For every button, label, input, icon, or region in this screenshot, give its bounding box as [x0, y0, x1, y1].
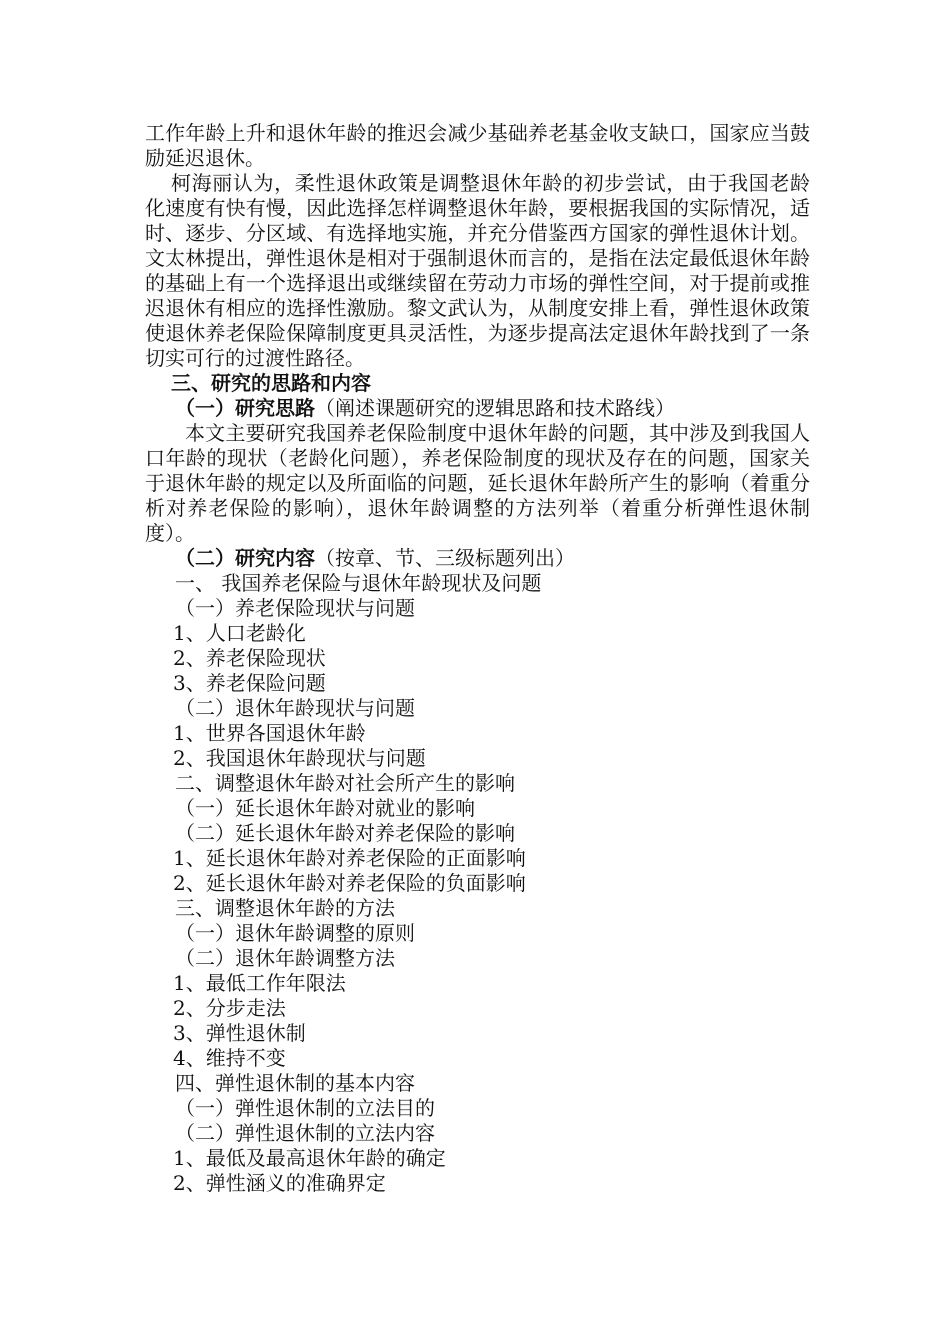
- subsection-note: （按章、节、三级标题列出）: [315, 546, 575, 570]
- outline-chapter: 一、 我国养老保险与退休年龄现状及问题: [175, 571, 542, 595]
- paragraph-literature-review: 柯海丽认为，柔性退休政策是调整退休年龄的初步尝试，由于我国老龄化速度有快有慢，因此选择怎样调整退休年龄，要根据我国的实际情况，适时、逐步、分区域、有选择地实施，并充分借鉴西方国家的弹性退休计划。文太林提出，弹性退休是相对于强制退休而言的，是指在法定最低退休年龄的基础上有一个选择退出或继续留在劳动力市场的弹性空间，对于提前或推迟退休有相应的选择性激励。黎文武认为，从制度安排上看，弹性退休政策使退休养老保险保障制度更具灵活性，为逐步提高法定退休年龄找到了一条切实可行的过渡性路径。: [145, 171, 810, 370]
- outline-section: （二）延长退休年龄对养老保险的影响: [175, 821, 515, 845]
- subsection-research-approach: [145, 396, 810, 421]
- outline-chapter: 二、调整退休年龄对社会所产生的影响: [175, 771, 515, 795]
- document-page: [145, 121, 810, 1196]
- outline-section: （二）退休年龄现状与问题: [175, 696, 415, 720]
- outline-chapter: 三、调整退休年龄的方法: [175, 896, 395, 920]
- outline-item: 2、分步走法: [173, 996, 286, 1020]
- outline-item: 1、最低及最高退休年龄的确定: [173, 1146, 446, 1170]
- outline-section: （一）退休年龄调整的原则: [175, 921, 415, 945]
- outline-item: 1、世界各国退休年龄: [173, 721, 366, 745]
- outline-item: 2、延长退休年龄对养老保险的负面影响: [173, 871, 526, 895]
- outline-section: （二）弹性退休制的立法内容: [175, 1121, 435, 1145]
- outline-section: （一）延长退休年龄对就业的影响: [175, 796, 475, 820]
- outline-section: （二）退休年龄调整方法: [175, 946, 395, 970]
- outline-item: 1、人口老龄化: [173, 621, 306, 645]
- subsection-title: （一）研究思路: [175, 396, 315, 420]
- subsection-note: （阐述课题研究的逻辑思路和技术路线）: [315, 396, 675, 420]
- outline-section: （一）养老保险现状与问题: [175, 596, 415, 620]
- outline-chapter: 四、弹性退休制的基本内容: [175, 1071, 415, 1095]
- outline-item: 2、弹性涵义的准确界定: [173, 1171, 386, 1195]
- subsection-research-content: [145, 546, 810, 571]
- outline-section: （一）弹性退休制的立法目的: [175, 1096, 435, 1120]
- outline-list: [145, 571, 810, 1196]
- outline-item: 4、维持不变: [173, 1046, 286, 1070]
- paragraph-research-approach: 本文主要研究我国养老保险制度中退休年龄的问题，其中涉及到我国人口年龄的现状（老龄化问题），养老保险制度的现状及存在的问题，国家关于退休年龄的规定以及所面临的问题，延长退休年龄所产生的影响（着重分析对养老保险的影响），退休年龄调整的方法列举（着重分析弹性退休制度）。: [145, 421, 810, 545]
- section-heading: 三、研究的思路和内容: [171, 371, 371, 395]
- paragraph-continuation: 工作年龄上升和退休年龄的推迟会减少基础养老基金收支缺口，国家应当鼓励延迟退休。: [145, 121, 810, 170]
- outline-item: 2、养老保险现状: [173, 646, 326, 670]
- outline-item: 3、养老保险问题: [173, 671, 326, 695]
- subsection-title: （二）研究内容: [175, 546, 315, 570]
- outline-item: 2、我国退休年龄现状与问题: [173, 746, 426, 770]
- outline-item: 1、最低工作年限法: [173, 971, 346, 995]
- outline-item: 3、弹性退休制: [173, 1021, 306, 1045]
- outline-item: 1、延长退休年龄对养老保险的正面影响: [173, 846, 526, 870]
